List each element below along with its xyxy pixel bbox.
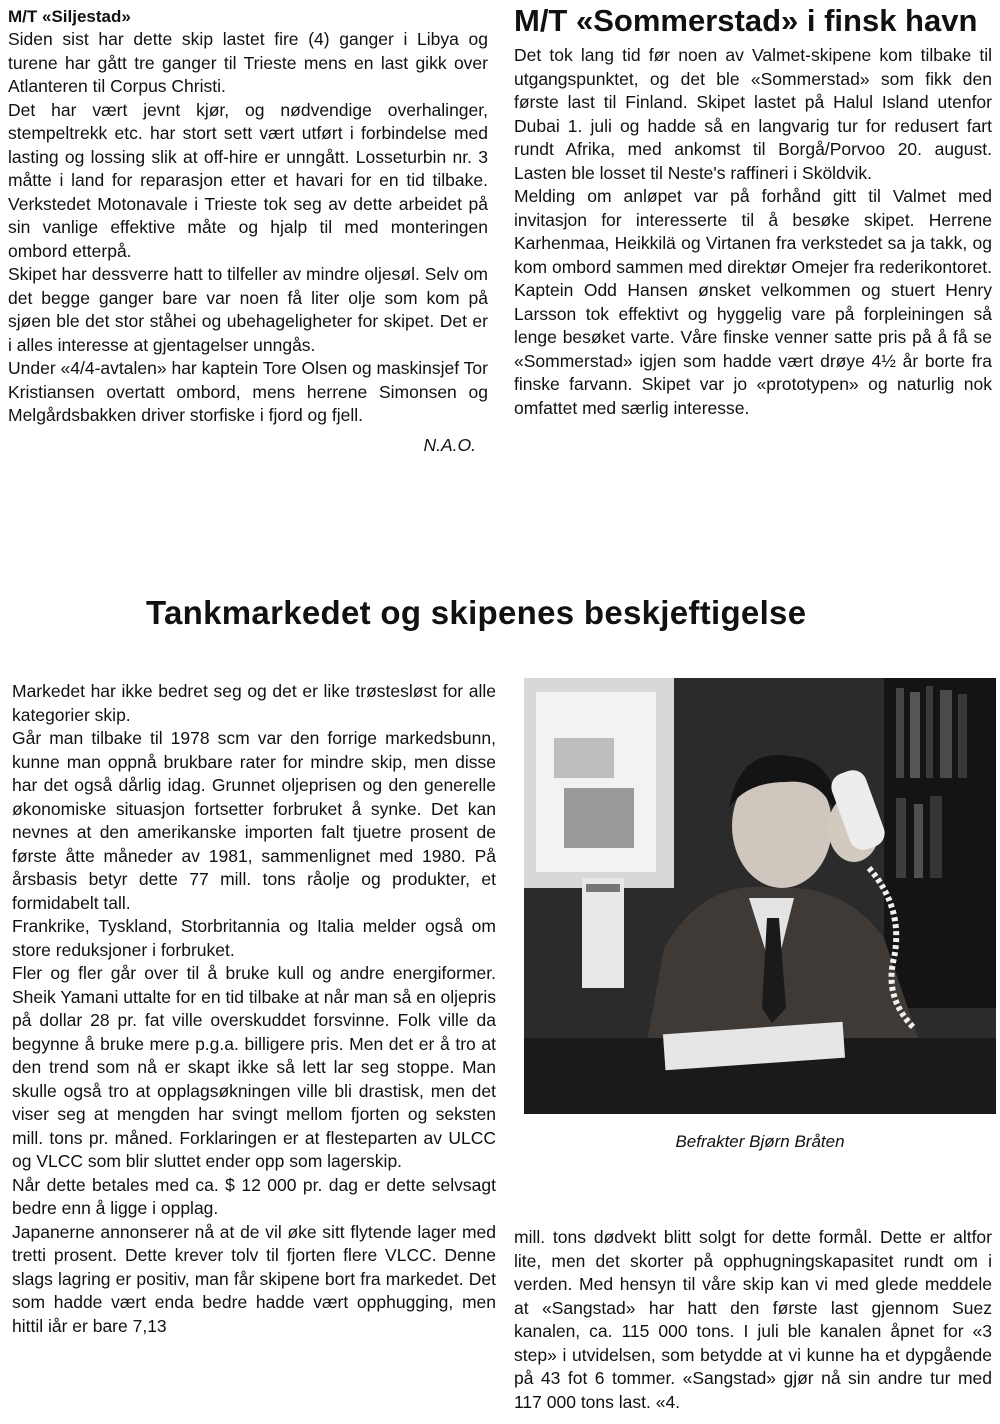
main-paragraph-4: Fler og fler går over til å bruke kull og andre energiformer. Sheik Yamani uttalte for en tid tilbake at når man så en oljepris på dollar 28 pr. fat ville overskuddet forsvinne. Folk ville da begynne å bruke mere p.g.a. billigere pris. Men det er å tro at den trend som nå er skapt ikke så lett lar seg stoppe. Man skulle også tro at opplagsøkningen ville bli drastisk, men det viser seg at mengden har svingt mellom fjorten og seksten mill. tons pr. måned. Forklaringen er at flesteparten av ULCC og VLCC som blir sluttet ender opp som lagerskip. bbox=[12, 963, 496, 1171]
sommerstad-paragraph-2: Melding om anløpet var på forhånd gitt til Valmet med invitasjon for interesserte til å besøke skipet. Herrene Karhenmaa, Heikkilä og Virtanen fra verkstedet sa ja takk, og kom ombord sammen med direktør Omejer fra rederikontoret. Kaptein Odd Hansen ønsket velkommen og stuert Henry Larsson tok effektivt og hyggelig vare på forpleiningen så lenge besøket varte. Våre finske venner satte pris på å få se «Sommerstad» igjen som hadde vært drøye 4½ år borte fra finske farvann. Skipet var jo «prototypen» og naturlig nok omfattet med særlig interesse. bbox=[514, 186, 992, 418]
main-paragraph-5: Når dette betales med ca. $ 12 000 pr. dag er dette selvsagt bedre enn å ligge i opplag. bbox=[12, 1174, 496, 1218]
main-continuation-paragraph: mill. tons dødvekt blitt solgt for dette formål. Dette er altfor lite, men det skorter på opphugningskapasitet rundt om i verden. Med hensyn til våre skip kan vi med glede meddele at «Sangstad» har hatt den første last gjennom Suez kanalen, ca. 115 000 tons. I juli ble kanalen åpnet for «3 step» i utvidelsen, som betydde at vi kunne ha et dypgående på 43 fot 6 tommer. «Sangstad» gjør nå sin andre tur med 117 000 tons last. «4. bbox=[514, 1227, 992, 1412]
siljestad-article bbox=[8, 6, 488, 457]
siljestad-paragraph-3: Skipet har dessverre hatt to tilfeller av mindre oljesøl. Selv om det begge ganger bare var noen få liter olje som kom på sjøen ble det stor ståhei og ubehageligheter for skipet. Det er i alles interesse at gjentagelser unngås. bbox=[8, 264, 488, 355]
author-signature: N.A.O. bbox=[423, 434, 476, 455]
main-article-left-column bbox=[12, 680, 496, 1338]
siljestad-heading: M/T «Siljestad» bbox=[8, 7, 131, 26]
main-paragraph-2: Går man tilbake til 1978 scm var den forrige markedsbunn, kunne man oppnå brukbare rater for mindre skip, men disse har det også dårlig idag. Grunnet oljeprisen og den generelle økonomiske situasjon fortsetter forbruket å synke. Det kan nevnes at den amerikanske importen falt tjuetre prosent de første åtte måneder av 1981, sammenlignet med 1980. På årsbasis betyr dette 77 mill. tons råolje og produkter, et formidabelt tall. bbox=[12, 728, 496, 913]
main-article-heading: Tankmarkedet og skipenes beskjeftigelse bbox=[146, 594, 807, 631]
photo-illustration bbox=[524, 678, 996, 1114]
siljestad-paragraph-1: Siden sist har dette skip lastet fire (4) ganger i Libya og turene har gått tre ganger til Trieste mens en last gikk over Atlanteren til Corpus Christi. bbox=[8, 29, 488, 96]
main-article-right-column bbox=[514, 1226, 992, 1414]
main-paragraph-3: Frankrike, Tyskland, Storbritannia og Italia melder også om store reduksjoner i forbruket. bbox=[12, 916, 496, 960]
sommerstad-paragraph-1: Det tok lang tid før noen av Valmet-skipene kom tilbake til utgangspunktet, og det ble «Sommerstad» som fikk den første last til Finland. Skipet lastet på Halul Island utenfor Dubai 1. juli og hadde så en langvarig tur for redusert fart rundt Afrika, med ankomst til Borgå/Porvoo 20. august. Lasten ble losset til Neste's raffineri i Sköldvik. bbox=[514, 45, 992, 183]
main-paragraph-6: Japanerne annonserer nå at de vil øke sitt flytende lager med tretti prosent. Dette krever tolv til fjorten flere VLCC. Denne slags lagring er positiv, man får skipene bort fra markedet. Det som hadde vært enda bedre hadde vært opphugging, men hittil iår er bare 7,13 bbox=[12, 1221, 496, 1336]
main-paragraph-1: Markedet har ikke bedret seg og det er like trøstesløst for alle kategorier skip. bbox=[12, 681, 496, 725]
sommerstad-heading: M/T «Sommerstad» i finsk havn bbox=[514, 3, 978, 38]
office-photo bbox=[524, 678, 996, 1114]
siljestad-paragraph-2: Det har vært jevnt kjør, og nødvendige overhalinger, stempeltrekk etc. har stort sett vært utført i forbindelse med lasting og lossing slik at off-hire er unngått. Losseturbin nr. 3 måtte i land for reparasjon etter et havari for en tid tilbake. Verkstedet Motonavale i Trieste tok seg av dette arbeidet på sin vanlige effektive måte og hjalp til med monteringen ombord etterpå. bbox=[8, 99, 488, 261]
siljestad-paragraph-4: Under «4/4-avtalen» har kaptein Tore Olsen og maskinsjef Tor Kristiansen overtatt ombord, mens herrene Simonsen og Melgårdsbakken driver storfiske i fjord og fjell. bbox=[8, 358, 488, 425]
photo-caption: Befrakter Bjørn Bråten bbox=[675, 1132, 845, 1151]
sommerstad-article bbox=[514, 44, 992, 420]
